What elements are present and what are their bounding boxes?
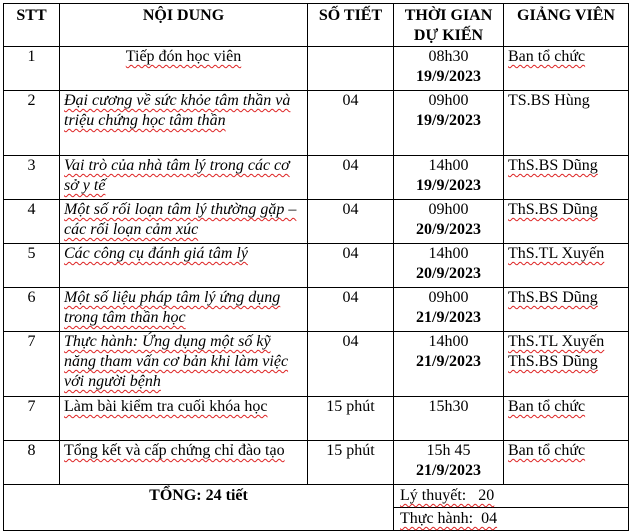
header-hours: SỐ TIẾT: [308, 4, 394, 47]
table-row: [4, 200, 629, 244]
total-row: [4, 485, 629, 531]
row-content-text: Làm bài kiểm tra cuối khóa học: [64, 398, 268, 415]
row-time: [394, 200, 504, 244]
row-content: [60, 91, 308, 156]
header-row: [4, 4, 629, 47]
row-lecturer: [504, 47, 629, 91]
row-lecturer-2-text: ThS.BS Dũng: [508, 353, 598, 370]
row-lecturer-text: Ban tổ chức: [508, 398, 586, 415]
row-hours: 04: [308, 244, 394, 288]
row-stt: 5: [4, 244, 60, 288]
row-time: [394, 441, 504, 485]
row-time-date: 19/9/2023: [416, 68, 481, 85]
row-stt: 3: [4, 156, 60, 200]
row-content-text: Tổng kết và cấp chứng chỉ đào tạo: [64, 442, 285, 459]
row-time: [394, 397, 504, 441]
row-time-hour: 09h00: [428, 201, 469, 218]
table-row: [4, 47, 629, 91]
row-stt: 8: [4, 441, 60, 485]
row-time-date: 21/9/2023: [416, 353, 481, 370]
row-time-hour: 14h00: [428, 245, 469, 262]
table-row: [4, 441, 629, 485]
row-content-text: Một số liệu pháp tâm lý ứng dụng trong tâm thần học: [64, 289, 281, 326]
row-hours: 15 phút: [308, 397, 394, 441]
row-content-text: Đại cương về sức khỏe tâm thần và triệu chứng học tâm thần: [64, 92, 291, 129]
row-time-date: 21/9/2023: [416, 309, 481, 326]
training-schedule: [3, 3, 628, 531]
row-content-text: Vai trò của nhà tâm lý trong các cơ sở y tế: [64, 157, 290, 194]
total-theory: [394, 485, 628, 507]
row-lecturer: [504, 288, 629, 332]
schedule-table: [3, 3, 629, 531]
total-label: TỔNG: 24 tiết: [4, 485, 394, 531]
row-stt: 2: [4, 91, 60, 156]
row-time-hour: 15h 45: [426, 442, 471, 459]
table-row: [4, 332, 629, 397]
total-theory-text: Lý thuyết: 20: [400, 487, 495, 504]
row-hours: 04: [308, 288, 394, 332]
header-lecturer: GIẢNG VIÊN: [504, 4, 629, 47]
row-time-date: 20/9/2023: [416, 265, 481, 282]
row-stt: 4: [4, 200, 60, 244]
row-stt: 7: [4, 332, 60, 397]
row-time-hour: 08h30: [428, 48, 469, 65]
total-breakdown: [394, 485, 629, 531]
row-lecturer-text: ThS.BS Dũng: [508, 201, 598, 218]
row-lecturer-text: ThS.TL Xuyến: [508, 245, 605, 262]
row-content: [60, 244, 308, 288]
row-lecturer-text: Ban tổ chức: [508, 48, 586, 65]
row-hours: 04: [308, 156, 394, 200]
row-content: [60, 156, 308, 200]
row-lecturer: [504, 91, 629, 156]
row-time-hour: 14h00: [428, 157, 469, 174]
row-time: [394, 47, 504, 91]
row-hours: 04: [308, 91, 394, 156]
row-stt: 7: [4, 397, 60, 441]
table-row: [4, 156, 629, 200]
row-time: [394, 244, 504, 288]
total-practice-text: Thực hành: 04: [400, 510, 498, 527]
row-hours: 04: [308, 200, 394, 244]
table-row: [4, 244, 629, 288]
row-time-date: 20/9/2023: [416, 221, 481, 238]
row-lecturer-text: ThS.TL Xuyến: [508, 333, 605, 350]
row-content: [60, 332, 308, 397]
row-time-date: 19/9/2023: [416, 112, 481, 129]
header-time: THỜI GIAN DỰ KIẾN: [394, 4, 504, 47]
header-content: NỘI DUNG: [60, 4, 308, 47]
table-row: [4, 91, 629, 156]
row-lecturer: [504, 441, 629, 485]
row-time-hour: 09h00: [428, 289, 469, 306]
table-row: [4, 288, 629, 332]
row-lecturer: [504, 397, 629, 441]
row-lecturer-text: TS.BS Hùng: [508, 92, 590, 109]
row-content-text: Tiếp đón học viên: [125, 48, 242, 65]
row-lecturer: [504, 332, 629, 397]
row-time-date: 19/9/2023: [416, 177, 481, 194]
row-lecturer: [504, 156, 629, 200]
row-time-hour: 15h30: [428, 398, 469, 415]
row-content: [60, 288, 308, 332]
table-row: [4, 397, 629, 441]
row-hours: 04: [308, 332, 394, 397]
row-time-hour: 09h00: [428, 92, 469, 109]
row-stt: 1: [4, 47, 60, 91]
row-time-date: 21/9/2023: [416, 462, 481, 479]
row-lecturer: [504, 200, 629, 244]
row-lecturer: [504, 244, 629, 288]
row-lecturer-text: Ban tổ chức: [508, 442, 586, 459]
total-practice: [394, 507, 628, 530]
row-lecturer-text: ThS.BS Dũng: [508, 289, 598, 306]
row-time: [394, 332, 504, 397]
row-content-text: Một số rối loạn tâm lý thường gặp – các rối loạn cảm xúc: [64, 201, 297, 238]
row-content: [60, 397, 308, 441]
row-content: [60, 441, 308, 485]
row-content: [60, 200, 308, 244]
row-time-hour: 14h00: [428, 333, 469, 350]
row-content-text: Các công cụ đánh giá tâm lý: [64, 245, 248, 262]
row-hours: [308, 47, 394, 91]
row-content-text: Thực hành: Ứng dụng một số kỹ năng tham vấn cơ bản khi làm việc với người bệnh: [64, 333, 289, 390]
row-content: [60, 47, 308, 91]
row-lecturer-text: ThS.BS Dũng: [508, 157, 598, 174]
row-time: [394, 288, 504, 332]
header-stt: STT: [4, 4, 60, 47]
row-hours: 15 phút: [308, 441, 394, 485]
row-stt: 6: [4, 288, 60, 332]
row-time: [394, 156, 504, 200]
row-time: [394, 91, 504, 156]
